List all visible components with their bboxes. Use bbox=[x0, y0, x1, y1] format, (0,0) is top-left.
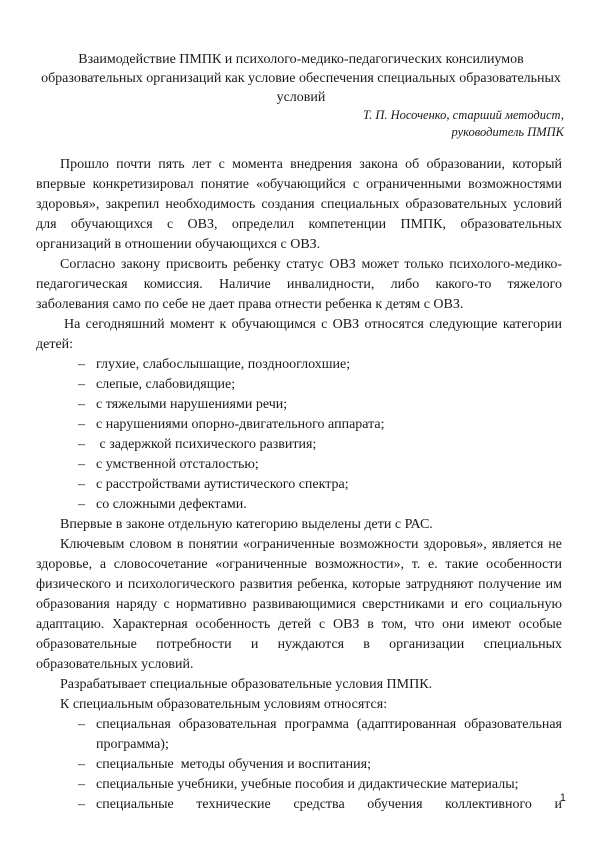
paragraph-5: Ключевым словом в понятии «ограниченные возможности здоровья», является не здоровье, а словосочетание «ограниченные возможности», т. е. такие особенности физического и психологического развития ребенка, которые затрудняют получение им образования наряду с нормативно развивающимися сверстниками и его социальную адаптацию. Характерная особенность детей с ОВЗ в том, что они имеют особые образовательные потребности и нуждаются в организации специальных образовательных условий. bbox=[36, 537, 562, 672]
list-item: – слепые, слабовидящие; bbox=[60, 375, 562, 395]
page-number: 1 bbox=[559, 792, 566, 804]
dash-bullet: – bbox=[78, 797, 85, 812]
paragraph-3: На сегодняшний момент к обучающимся с ОВЗ относятся следующие категории детей: bbox=[36, 317, 562, 352]
dash-bullet: – bbox=[78, 717, 85, 732]
list-item: – специальная образовательная программа (адаптированная образовательная программа); bbox=[78, 717, 562, 752]
categories-list bbox=[36, 355, 562, 515]
dash-bullet: – bbox=[78, 397, 85, 412]
document-title bbox=[36, 50, 566, 107]
list-item: – специальные учебники, учебные пособия и дидактические материалы; bbox=[60, 775, 562, 795]
dash-bullet: – bbox=[78, 437, 85, 452]
paragraph-1: Прошло почти пять лет с момента внедрения закона об образовании, который впервые конкретизировал понятие «обучающийся с ограниченными возможностями здоровья», закрепил необходимость создания специальных образовательных условий для обучающихся с ОВЗ, определил компетенции ПМПК, образовательных организаций в отношении обучающихся с ОВЗ. bbox=[36, 157, 562, 252]
dash-bullet: – bbox=[78, 377, 85, 392]
document-body bbox=[36, 155, 562, 815]
paragraph-2: Согласно закону присвоить ребенку статус ОВЗ может только психолого-медико-педагогическая комиссия. Наличие инвалидности, либо какого-то тяжелого заболевания само по себе не дает права отнести ребенка к детям с ОВЗ. bbox=[36, 257, 562, 312]
list-item: – с расстройствами аутистического спектра; bbox=[60, 475, 562, 495]
list-item: – глухие, слабослышащие, позднооглохшие; bbox=[60, 355, 562, 375]
dash-bullet: – bbox=[78, 477, 85, 492]
author-line-1: Т. П. Носоченко, старший методист, bbox=[362, 108, 564, 122]
list-item: – с задержкой психического развития; bbox=[60, 435, 562, 455]
paragraph-7: К специальным образовательным условиям относятся: bbox=[60, 697, 388, 712]
dash-bullet: – bbox=[78, 457, 85, 472]
list-item: – с тяжелыми нарушениями речи; bbox=[60, 395, 562, 415]
list-item: – со сложными дефектами. bbox=[60, 495, 562, 515]
dash-bullet: – bbox=[78, 777, 85, 792]
list-item: – специальные технические средства обучения коллективного и bbox=[60, 795, 562, 815]
list-item: – с умственной отсталостью; bbox=[60, 455, 562, 475]
dash-bullet: – bbox=[78, 757, 85, 772]
author-line-2: руководитель ПМПК bbox=[451, 125, 564, 139]
dash-bullet: – bbox=[78, 357, 85, 372]
list-item: – специальные методы обучения и воспитания; bbox=[60, 755, 562, 775]
paragraph-4: Впервые в законе отдельную категорию выделены дети с РАС. bbox=[60, 517, 433, 532]
conditions-list bbox=[36, 715, 562, 815]
title-line-3: условий bbox=[276, 90, 326, 105]
dash-bullet: – bbox=[78, 497, 85, 512]
title-line-1: Взаимодействие ПМПК и психолого-медико-педагогических консилиумов bbox=[78, 52, 524, 67]
title-line-2: образовательных организаций как условие обеспечения специальных образовательных bbox=[41, 71, 561, 86]
author-block bbox=[363, 107, 564, 141]
paragraph-6: Разрабатывает специальные образовательные условия ПМПК. bbox=[60, 677, 433, 692]
list-item: – с нарушениями опорно-двигательного аппарата; bbox=[60, 415, 562, 435]
dash-bullet: – bbox=[78, 417, 85, 432]
